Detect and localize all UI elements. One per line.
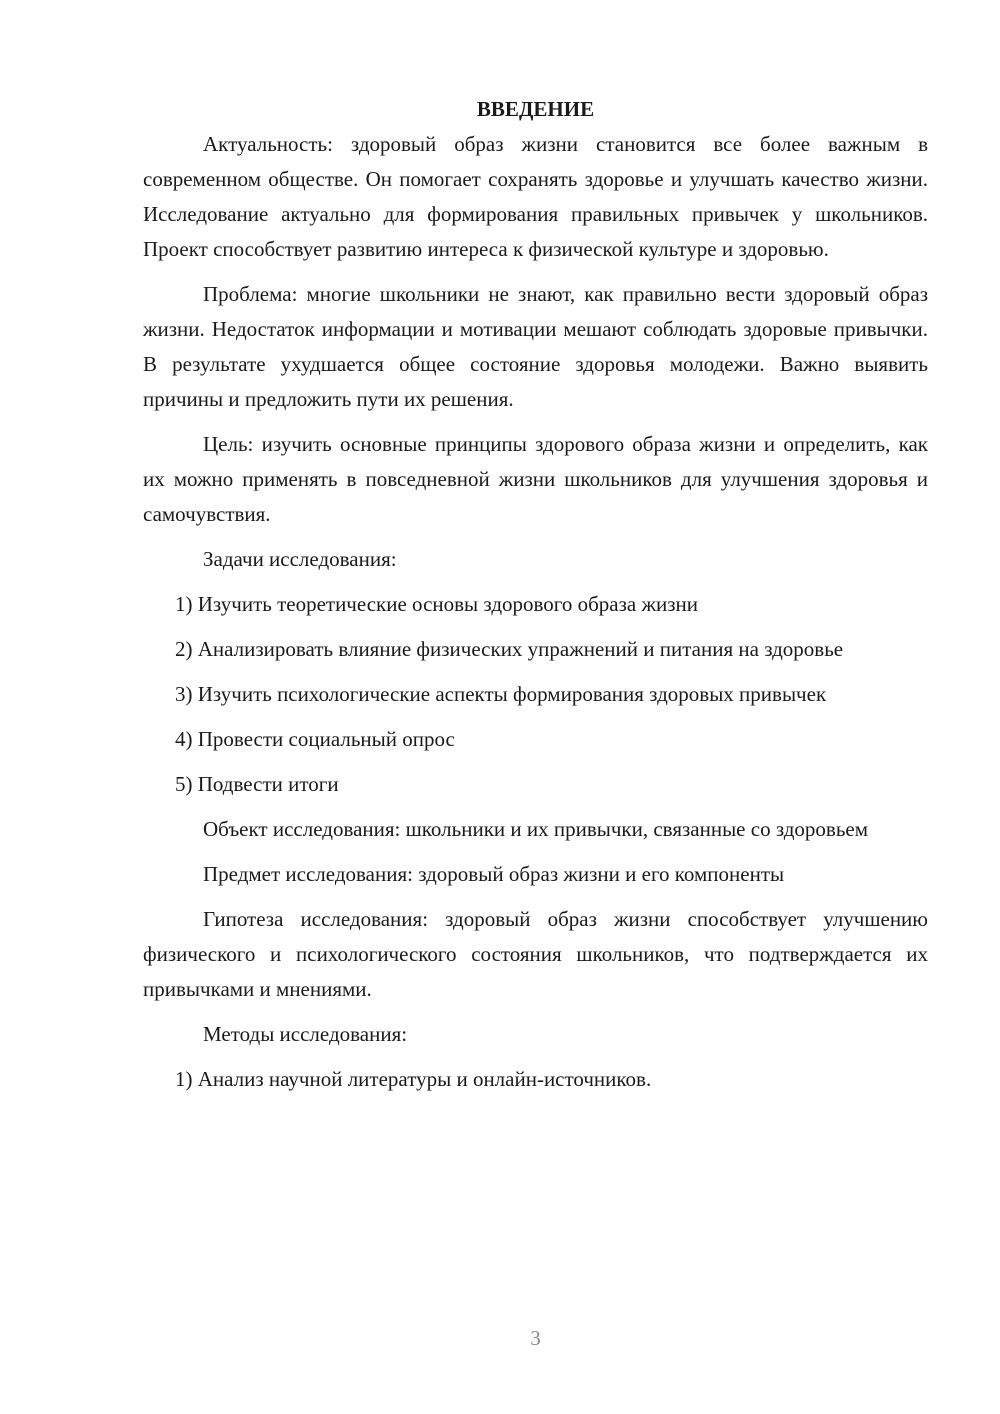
subject-paragraph: Предмет исследования: здоровый образ жизни и его компоненты [203,862,785,886]
method-item: 1) Анализ научной литературы и онлайн-источников. [175,1067,652,1091]
task-item: 4) Провести социальный опрос [175,727,455,751]
page-title: ВВЕДЕНИЕ [476,97,595,121]
task-item: 1) Изучить теоретические основы здорового образа жизни [175,592,699,616]
relevance-paragraph: Актуальность: здоровый образ жизни становится все более важным в современном обществе. Он помогает сохранять здоровье и улучшать качество жизни. Исследование актуально для формирования правильных привычек у школьников. Проект способствует развитию интереса к физической культуре и здоровью. [143,132,928,261]
goal-paragraph: Цель: изучить основные принципы здорового образа жизни и определить, как их можно применять в повседневной жизни школьников для улучшения здоровья и самочувствия. [143,432,928,526]
page-number: 3 [530,1326,541,1350]
hypothesis-paragraph: Гипотеза исследования: здоровый образ жизни способствует улучшению физического и психологического состояния школьников, что подтверждается их привычками и мнениями. [143,907,928,1001]
document-page [143,92,928,1107]
tasks-heading: Задачи исследования: [203,547,397,571]
task-item: 2) Анализировать влияние физических упражнений и питания на здоровье [175,637,844,661]
methods-heading: Методы исследования: [203,1022,408,1046]
task-item: 5) Подвести итоги [175,772,339,796]
problem-paragraph: Проблема: многие школьники не знают, как правильно вести здоровый образ жизни. Недостаток информации и мотивации мешают соблюдать здоровые привычки. В результате ухудшается общее состояние здоровья молодежи. Важно выявить причины и предложить пути их решения. [143,282,928,411]
object-paragraph: Объект исследования: школьники и их привычки, связанные со здоровьем [203,817,869,841]
task-item: 3) Изучить психологические аспекты формирования здоровых привычек [175,682,827,706]
